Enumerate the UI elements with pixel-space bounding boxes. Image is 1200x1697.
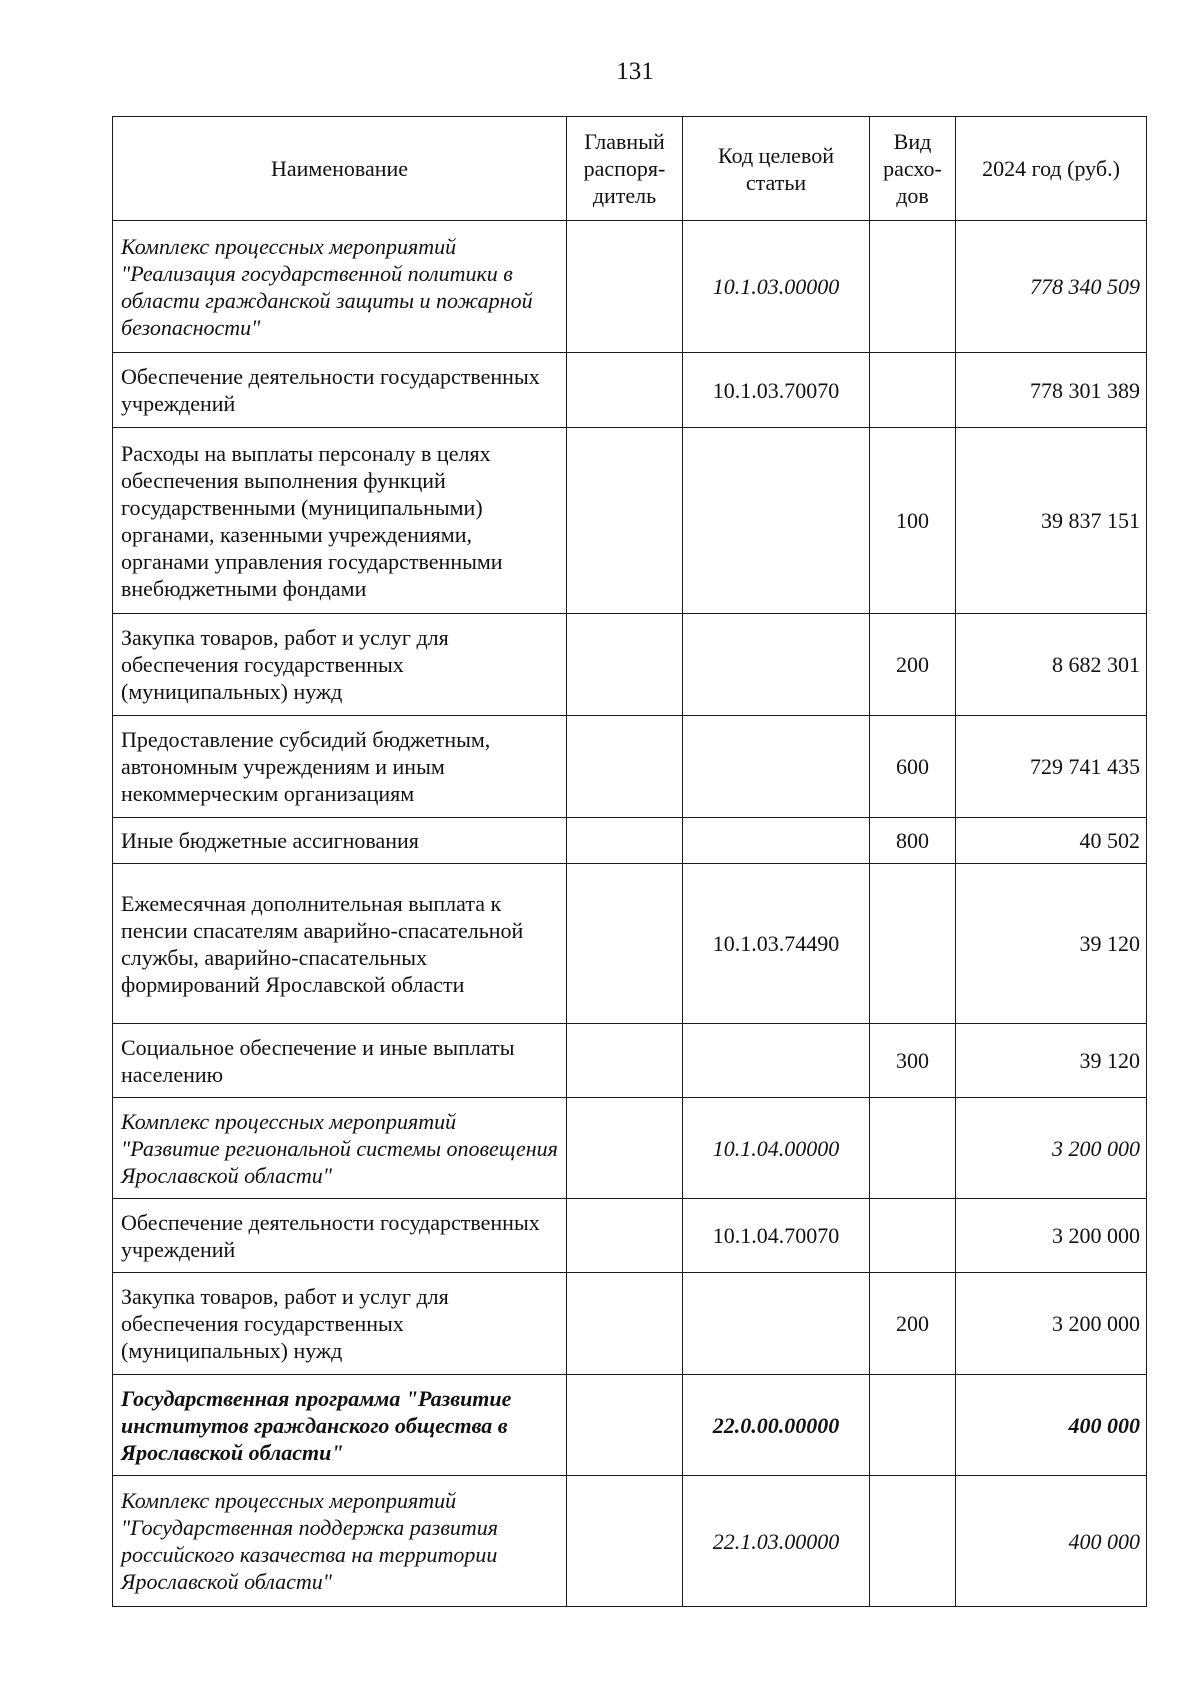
cell-manager bbox=[567, 1476, 683, 1607]
table-row bbox=[113, 864, 1147, 1024]
cell-amount: 729 741 435 bbox=[956, 716, 1147, 818]
cell-amount: 39 120 bbox=[956, 864, 1147, 1024]
table-row bbox=[113, 1375, 1147, 1476]
header-name: Наименование bbox=[113, 117, 567, 221]
cell-expense-type: 200 bbox=[870, 1273, 956, 1375]
page-number: 131 bbox=[616, 58, 654, 85]
cell-expense-type: 100 bbox=[870, 428, 956, 614]
cell-name: Комплекс процессных мероприятий "Реализация государственной политики в области гражданской защиты и пожарной безопасности" bbox=[113, 221, 567, 353]
cell-amount: 778 301 389 bbox=[956, 353, 1147, 428]
table-header-row bbox=[113, 117, 1147, 221]
cell-expense-type bbox=[870, 1199, 956, 1273]
cell-target-code bbox=[683, 716, 870, 818]
cell-target-code bbox=[683, 1273, 870, 1375]
table-row bbox=[113, 353, 1147, 428]
cell-target-code: 10.1.03.00000 bbox=[683, 221, 870, 353]
header-target-code: Код целевой статьи bbox=[683, 117, 870, 221]
table-row bbox=[113, 1273, 1147, 1375]
cell-manager bbox=[567, 428, 683, 614]
cell-target-code bbox=[683, 818, 870, 864]
cell-name: Обеспечение деятельности государственных учреждений bbox=[113, 353, 567, 428]
header-manager: Главный распоря-дитель bbox=[567, 117, 683, 221]
cell-amount: 39 120 bbox=[956, 1024, 1147, 1098]
table-row bbox=[113, 716, 1147, 818]
budget-table bbox=[112, 116, 1147, 1607]
cell-name: Ежемесячная дополнительная выплата к пенсии спасателям аварийно-спасательной службы, аварийно-спасательных формирований Ярославской области bbox=[113, 864, 567, 1024]
cell-name: Закупка товаров, работ и услуг для обеспечения государственных (муниципальных) нужд bbox=[113, 614, 567, 716]
cell-target-code bbox=[683, 1024, 870, 1098]
cell-manager bbox=[567, 1199, 683, 1273]
cell-amount: 3 200 000 bbox=[956, 1273, 1147, 1375]
cell-amount: 778 340 509 bbox=[956, 221, 1147, 353]
cell-target-code bbox=[683, 428, 870, 614]
cell-expense-type: 600 bbox=[870, 716, 956, 818]
table-row bbox=[113, 221, 1147, 353]
table-row bbox=[113, 1098, 1147, 1199]
table-row bbox=[113, 818, 1147, 864]
cell-amount: 40 502 bbox=[956, 818, 1147, 864]
cell-expense-type bbox=[870, 1098, 956, 1199]
cell-manager bbox=[567, 614, 683, 716]
cell-manager bbox=[567, 353, 683, 428]
cell-target-code: 10.1.04.70070 bbox=[683, 1199, 870, 1273]
cell-amount: 8 682 301 bbox=[956, 614, 1147, 716]
cell-expense-type bbox=[870, 864, 956, 1024]
cell-amount: 400 000 bbox=[956, 1375, 1147, 1476]
cell-amount: 39 837 151 bbox=[956, 428, 1147, 614]
cell-manager bbox=[567, 1098, 683, 1199]
cell-name: Иные бюджетные ассигнования bbox=[113, 818, 567, 864]
table-row bbox=[113, 428, 1147, 614]
cell-name: Обеспечение деятельности государственных учреждений bbox=[113, 1199, 567, 1273]
cell-manager bbox=[567, 818, 683, 864]
cell-manager bbox=[567, 864, 683, 1024]
cell-expense-type bbox=[870, 1375, 956, 1476]
cell-name: Закупка товаров, работ и услуг для обеспечения государственных (муниципальных) нужд bbox=[113, 1273, 567, 1375]
cell-name: Предоставление субсидий бюджетным, автономным учреждениям и иным некоммерческим организациям bbox=[113, 716, 567, 818]
cell-target-code: 22.1.03.00000 bbox=[683, 1476, 870, 1607]
cell-expense-type bbox=[870, 221, 956, 353]
cell-target-code: 10.1.04.00000 bbox=[683, 1098, 870, 1199]
cell-expense-type bbox=[870, 353, 956, 428]
cell-manager bbox=[567, 1024, 683, 1098]
cell-expense-type: 200 bbox=[870, 614, 956, 716]
cell-amount: 3 200 000 bbox=[956, 1098, 1147, 1199]
cell-name: Государственная программа "Развитие институтов гражданского общества в Ярославской области" bbox=[113, 1375, 567, 1476]
cell-manager bbox=[567, 716, 683, 818]
cell-expense-type: 300 bbox=[870, 1024, 956, 1098]
table-row bbox=[113, 1476, 1147, 1607]
cell-name: Расходы на выплаты персоналу в целях обеспечения выполнения функций государственными (муниципальными) органами, казенными учреждениями, органами управления государственными внебюджетными фондами bbox=[113, 428, 567, 614]
header-amount-2024: 2024 год (руб.) bbox=[956, 117, 1147, 221]
table-body bbox=[113, 221, 1147, 1607]
cell-name: Социальное обеспечение и иные выплаты населению bbox=[113, 1024, 567, 1098]
cell-manager bbox=[567, 1273, 683, 1375]
cell-amount: 3 200 000 bbox=[956, 1199, 1147, 1273]
cell-name: Комплекс процессных мероприятий "Государственная поддержка развития российского казачества на территории Ярославской области" bbox=[113, 1476, 567, 1607]
cell-target-code: 10.1.03.70070 bbox=[683, 353, 870, 428]
header-expense-type: Вид расхо-дов bbox=[870, 117, 956, 221]
table-row bbox=[113, 1199, 1147, 1273]
table-row bbox=[113, 1024, 1147, 1098]
cell-expense-type bbox=[870, 1476, 956, 1607]
cell-amount: 400 000 bbox=[956, 1476, 1147, 1607]
cell-manager bbox=[567, 1375, 683, 1476]
cell-target-code: 10.1.03.74490 bbox=[683, 864, 870, 1024]
table-row bbox=[113, 614, 1147, 716]
cell-target-code: 22.0.00.00000 bbox=[683, 1375, 870, 1476]
cell-target-code bbox=[683, 614, 870, 716]
cell-manager bbox=[567, 221, 683, 353]
cell-expense-type: 800 bbox=[870, 818, 956, 864]
cell-name: Комплекс процессных мероприятий "Развитие региональной системы оповещения Ярославской области" bbox=[113, 1098, 567, 1199]
